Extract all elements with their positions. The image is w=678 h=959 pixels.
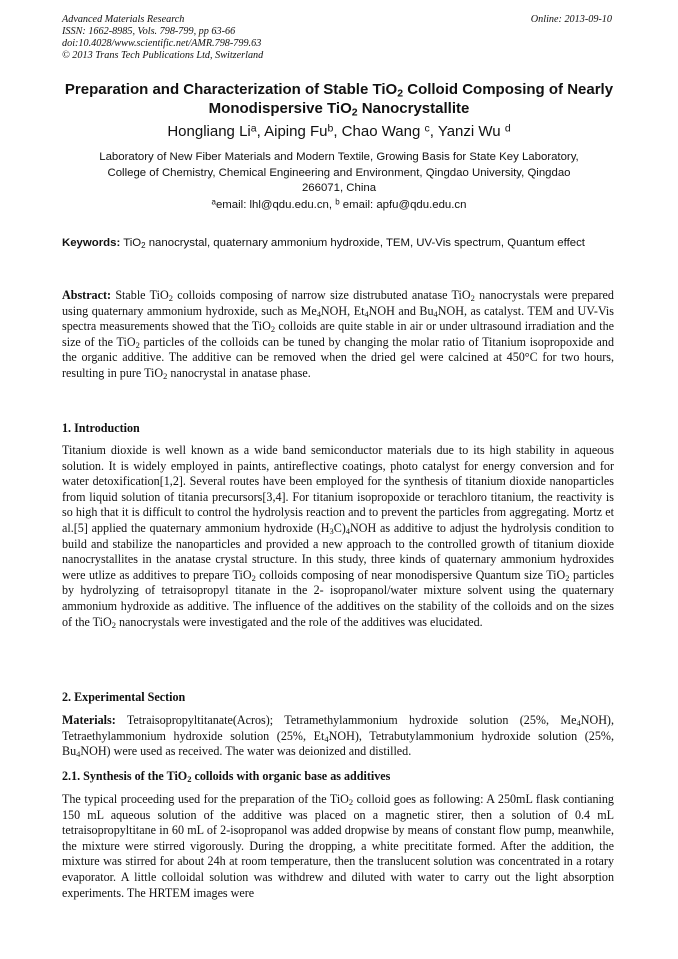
- online-date: Online: 2013-09-10: [530, 14, 612, 25]
- journal-header: [62, 14, 382, 62]
- abstract: Abstract: Stable TiO$_2$ colloids composing of narrow size distrubuted anatase TiO$_2$ nanocrystals were prepared using quaternary ammonium hydroxide, such as $Me_4NOH$, $Et_4NOH$ and $Bu_4NOH$, as catalyst. TEM and UV-Vis spectra measurements showed that the TiO$_2$ colloids are quite stable in air or under ultrasound irradiation and the size of the TiO$_2$ particles of the colloids can be tuned by changing the molar ratio of Titanium isopropoxide and the organic additive. The additive can be removed when the dried gel were calcined at 450°C for two hours, resulting in pure TiO$_2$ nanocrystal in anatase phase.: [62, 288, 615, 382]
- issn-line: ISSN: 1662-8985, Vols. 798-799, pp 63-66: [62, 26, 236, 37]
- section-heading-introduction: 1. Introduction: [62, 421, 140, 435]
- author-list: [60, 122, 618, 142]
- author: Hongliang Li$^a$,: [167, 122, 265, 140]
- author: Chao Wang $^c$,: [341, 122, 438, 140]
- section-heading-experimental: 2. Experimental Section: [62, 690, 186, 704]
- journal-name: Advanced Materials Research: [62, 14, 185, 25]
- paper-title: Preparation and Characterization of Stable TiO$_2$ Colloid Composing of Nearly Monodispersive TiO$_2$ Nanocrystallite: [64, 81, 614, 119]
- abstract-label: Abstract:: [62, 288, 112, 302]
- copyright-line: © 2013 Trans Tech Publications Ltd, Switzerland: [62, 50, 264, 61]
- materials-paragraph: Materials: Tetraisopropyltitanate(Acros); Tetramethylammonium hydroxide solution (25%, $Me_4NOH$), Tetraethylammonium hydroxide solution (25%, $Et_4NOH$), Tetrabutylammonium hydroxide solution (25%, $Bu_4NOH$) were used as received. The water was deionized and distilled.: [62, 713, 614, 760]
- doi-line: doi:10.4028/www.scientific.net/AMR.798-799.63: [62, 38, 262, 49]
- author-emails: $^a$email: lhl@qdu.edu.cn, $^b$ email: apfu@qdu.edu.cn: [211, 197, 467, 211]
- keywords-label: Keywords:: [62, 237, 121, 249]
- section-heading-synthesis: 2.1. Synthesis of the TiO$_2$ colloids with organic base as additives: [62, 769, 391, 785]
- introduction-paragraph: Titanium dioxide is well known as a wide band semiconductor materials due to its high stability in aqueous solution. It is widely employed in paints, antireflective coatings, photo catalyst for energy conversion and for water detoxification[1,2]. Several routes have been employed for the synthesis of titanium dioxide nanoparticles from liquid solution of titania precursors[3,4]. For titanium isopropoxide or terachloro titanium, the reactivity is so high that it is difficult to control the hydrolysis reaction and to prevent the particles from aggregating. Mortz et al.[5] applied the quaternary ammonium hydroxide $(H_3C)_4NOH$ as additive to adjust the hydrolysis condition to build and stabilize the nanoparticles and provided a new approach to the controlled growth of titanium dioxide nanocrystallites in the anatase crystal structure. In this study, three kinds of quaternary ammonium hydroxides were utlize as additives to prepare TiO$_2$ colloids composing of near monodispersive Quantum size TiO$_2$ particles by hydrolyzing of tetraisopropyl titanate in the 2- isopropanol/water mixture solvent using the quaternary ammonium hydroxide as additive. The influence of the additives on the stability of the colloids and on the sizes of the TiO$_2$ nanocrystals were investigated and the role of the additives was elucidated.: [62, 443, 614, 630]
- materials-label: Materials:: [62, 713, 116, 727]
- author: Yanzi Wu $^d$: [437, 122, 511, 140]
- keywords: Keywords: TiO$_2$ nanocrystal, quaternary ammonium hydroxide, TEM, UV-Vis spectrum, Quantum effect: [62, 237, 585, 250]
- affiliation: Laboratory of New Fiber Materials and Modern Textile, Growing Basis for State Key Laboratory, College of Chemistry, Chemical Engineering and Environment, Qingdao University, Qingdao 266071, China: [99, 151, 579, 194]
- author: Aiping Fu$^b$,: [264, 122, 342, 140]
- synthesis-paragraph: The typical proceeding used for the preparation of the TiO$_2$ colloid goes as following: A 250mL flask contianing 150 mL aqueous solution of the additive was placed on a magnetic stirer, then a solution of 0.4 mL tetraisopropyltitane in 60 mL of 2-isopropanol was added dropwise by means of constant flow pump, meanwhile, the mixture were stirred vigorously. During the dropping, a white precititate formed. After the addition, the mixture was stirred for about 24h at room temperature, then the translucent solution was concentrated in a rotary evaporator. A little colloidal solution was withdrew and diluted with water to carry out the light absorption experiments. The HRTEM images were: [62, 792, 614, 900]
